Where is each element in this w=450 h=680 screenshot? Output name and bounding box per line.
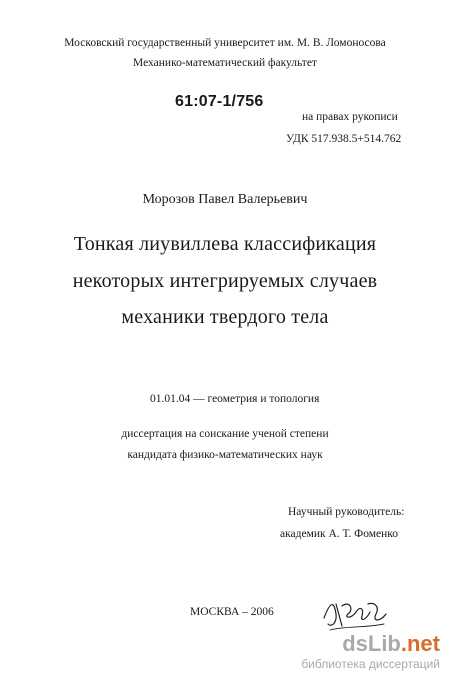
degree-line: кандидата физико-математических наук bbox=[127, 449, 323, 461]
watermark-caption: библиотека диссертаций bbox=[301, 657, 440, 671]
specialty: 01.01.04 — геометрия и топология bbox=[150, 393, 320, 405]
place-year: МОСКВА – 2006 bbox=[190, 606, 274, 618]
faculty-name: Механико-математический факультет bbox=[133, 57, 317, 69]
udk-code: УДК 517.938.5+514.762 bbox=[286, 133, 402, 145]
title-line: некоторых интегрируемых случаев bbox=[72, 270, 378, 292]
supervisor-name: академик А. Т. Фоменко bbox=[280, 528, 399, 540]
manuscript-rights: на правах рукописи bbox=[302, 111, 398, 123]
logo-tld: .net bbox=[400, 631, 440, 656]
watermark[interactable] bbox=[301, 633, 440, 671]
degree-line: диссертация на соискание ученой степени bbox=[121, 428, 329, 440]
dslib-logo bbox=[301, 633, 440, 655]
university-name: Московский государственный университет им. М. В. Ломоносова bbox=[64, 37, 386, 49]
title-line: механики твердого тела bbox=[121, 306, 329, 328]
logo-main: dsLib bbox=[342, 631, 401, 656]
title-line: Тонкая лиувиллева классификация bbox=[73, 233, 377, 255]
supervisor-label: Научный руководитель: bbox=[288, 506, 405, 518]
catalog-number: 61:07-1/756 bbox=[175, 93, 264, 110]
author-name: Морозов Павел Валерьевич bbox=[142, 192, 308, 207]
